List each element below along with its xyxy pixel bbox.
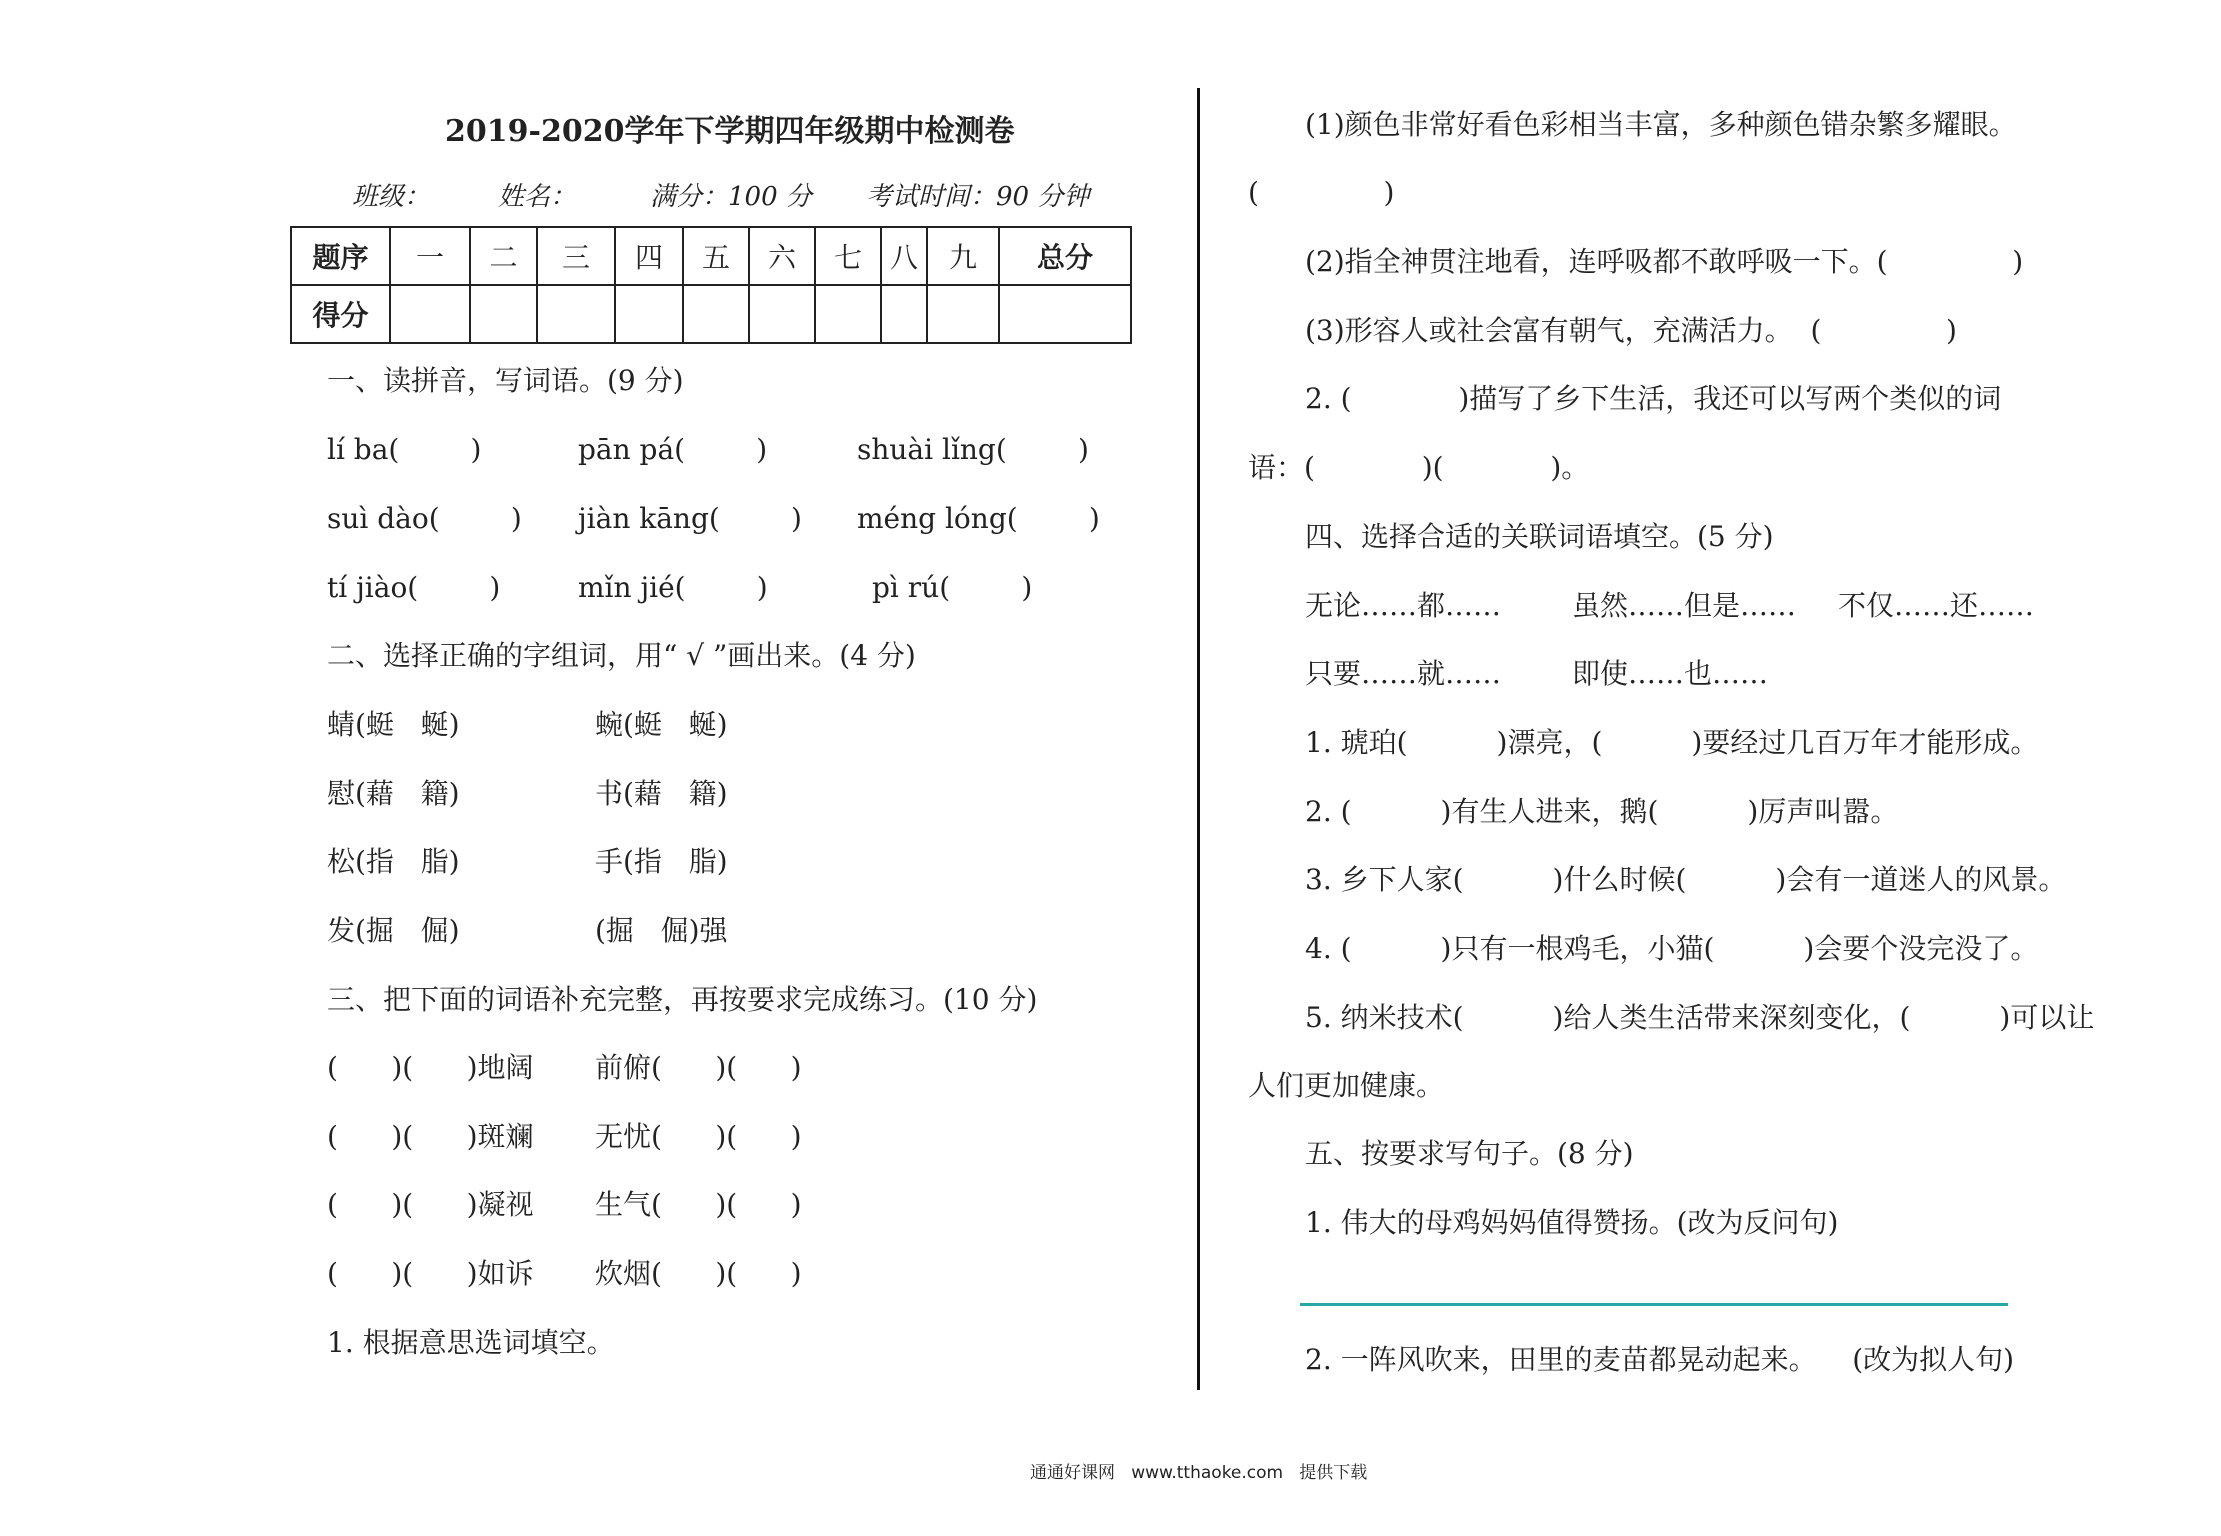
- table-cell: 九: [927, 227, 999, 285]
- conjunction-option: 不仅……还……: [1838, 589, 2035, 622]
- idiom-fill-item: ( )( )凝视: [327, 1188, 534, 1221]
- idiom-fill-item: 无忧( )( ): [595, 1120, 802, 1153]
- definition-item: (3)形容人或社会富有朝气，充满活力。 ( ): [1305, 314, 1957, 347]
- sentence-item: 2. 一阵风吹来，田里的麦苗都晃动起来。 (改为拟人句): [1305, 1343, 2015, 1376]
- score-input-cell[interactable]: [749, 285, 815, 343]
- score-input-cell[interactable]: [815, 285, 881, 343]
- pinyin-item: pì rú( ): [872, 571, 1033, 604]
- definition-item: (1)颜色非常好看色彩相当丰富，多种颜色错杂繁多耀眼。: [1305, 108, 2017, 141]
- fill-in-item-cont: 人们更加健康。: [1248, 1069, 1445, 1102]
- exam-time-label: 考试时间：90 分钟: [866, 182, 1090, 212]
- fill-in-item: 1. 琥珀( )漂亮，( )要经过几百万年才能形成。: [1305, 726, 2039, 759]
- score-input-cell[interactable]: [927, 285, 999, 343]
- name-label: 姓名：: [498, 182, 577, 212]
- word-choice-item: 蜿(蜓 蜒): [595, 708, 728, 741]
- question-3-sub-2-cont: 语：( )( )。: [1248, 451, 1590, 484]
- column-divider: [1197, 88, 1200, 1390]
- pinyin-item: tí jiào( ): [327, 571, 501, 604]
- score-input-cell[interactable]: [881, 285, 927, 343]
- question-4-title: 四、选择合适的关联词语填空。(5 分): [1305, 520, 1774, 553]
- table-cell: 八: [881, 227, 927, 285]
- word-choice-item: 书(藉 籍): [595, 777, 728, 810]
- pinyin-item: suì dào( ): [327, 502, 522, 535]
- idiom-fill-item: ( )( )如诉: [327, 1257, 534, 1290]
- idiom-fill-item: ( )( )地阔: [327, 1051, 534, 1084]
- word-choice-item: 慰(藉 籍): [327, 777, 460, 810]
- score-table-score-row: [291, 285, 1131, 343]
- pinyin-item: lí ba( ): [327, 433, 482, 466]
- table-cell: 二: [470, 227, 537, 285]
- question-3-title: 三、把下面的词语补充完整，再按要求完成练习。(10 分): [327, 983, 1038, 1016]
- fill-in-item: 5. 纳米技术( )给人类生活带来深刻变化，( )可以让: [1305, 1001, 2095, 1034]
- table-cell: 总分: [999, 227, 1131, 285]
- definition-answer: ( ): [1248, 176, 1395, 209]
- score-input-cell[interactable]: [615, 285, 683, 343]
- score-table: [290, 226, 1132, 344]
- pinyin-item: méng lóng( ): [857, 502, 1100, 535]
- word-choice-item: (掘 倔)强: [595, 914, 728, 947]
- page-title: 2019-2020学年下学期四年级期中检测卷: [445, 114, 1015, 149]
- answer-line[interactable]: [1300, 1303, 2008, 1306]
- conjunction-option: 只要……就……: [1305, 657, 1502, 690]
- score-input-cell[interactable]: [390, 285, 470, 343]
- conjunction-option: 虽然……但是……: [1572, 589, 1797, 622]
- word-choice-item: 发(掘 倔): [327, 914, 460, 947]
- table-cell: 一: [390, 227, 470, 285]
- pinyin-item: mǐn jié( ): [578, 571, 768, 604]
- question-5-title: 五、按要求写句子。(8 分): [1305, 1137, 1634, 1170]
- question-2-title: 二、选择正确的字组词，用“ √ ”画出来。(4 分): [327, 639, 916, 672]
- table-cell: 得分: [291, 285, 390, 343]
- idiom-fill-item: 前俯( )( ): [595, 1051, 802, 1084]
- conjunction-option: 无论……都……: [1305, 589, 1502, 622]
- table-cell: 三: [537, 227, 615, 285]
- table-cell: 四: [615, 227, 683, 285]
- fill-in-item: 2. ( )有生人进来，鹅( )厉声叫嚣。: [1305, 795, 1899, 828]
- pinyin-item: jiàn kāng( ): [578, 502, 802, 535]
- sentence-item: 1. 伟大的母鸡妈妈值得赞扬。(改为反问句): [1305, 1206, 1839, 1239]
- class-label: 班级：: [352, 182, 431, 212]
- question-3-sub-1: 1. 根据意思选词填空。: [327, 1326, 615, 1359]
- table-cell: 七: [815, 227, 881, 285]
- table-cell: 五: [683, 227, 749, 285]
- word-choice-item: 蜻(蜓 蜒): [327, 708, 460, 741]
- table-cell: 六: [749, 227, 815, 285]
- word-choice-item: 松(指 脂): [327, 845, 460, 878]
- pinyin-item: shuài lǐng( ): [857, 433, 1089, 466]
- pinyin-item: pān pá( ): [578, 433, 768, 466]
- idiom-fill-item: ( )( )斑斓: [327, 1120, 534, 1153]
- score-input-cell[interactable]: [999, 285, 1131, 343]
- question-3-sub-2: 2. ( )描写了乡下生活，我还可以写两个类似的词: [1305, 382, 2002, 415]
- fill-in-item: 3. 乡下人家( )什么时候( )会有一道迷人的风景。: [1305, 863, 2067, 896]
- score-input-cell[interactable]: [470, 285, 537, 343]
- full-score-label: 满分：100 分: [650, 182, 812, 212]
- footer-source: 通通好课网 www.tthaoke.com 提供下载: [1030, 1463, 1368, 1483]
- idiom-fill-item: 生气( )( ): [595, 1188, 802, 1221]
- definition-item: (2)指全神贯注地看，连呼吸都不敢呼吸一下。( ): [1305, 245, 2024, 278]
- fill-in-item: 4. ( )只有一根鸡毛，小猫( )会要个没完没了。: [1305, 932, 2039, 965]
- idiom-fill-item: 炊烟( )( ): [595, 1257, 802, 1290]
- score-table-header-row: [291, 227, 1131, 285]
- conjunction-option: 即使……也……: [1572, 657, 1769, 690]
- word-choice-item: 手(指 脂): [595, 845, 728, 878]
- table-cell: 题序: [291, 227, 390, 285]
- score-input-cell[interactable]: [537, 285, 615, 343]
- question-1-title: 一、读拼音，写词语。(9 分): [327, 364, 684, 397]
- score-input-cell[interactable]: [683, 285, 749, 343]
